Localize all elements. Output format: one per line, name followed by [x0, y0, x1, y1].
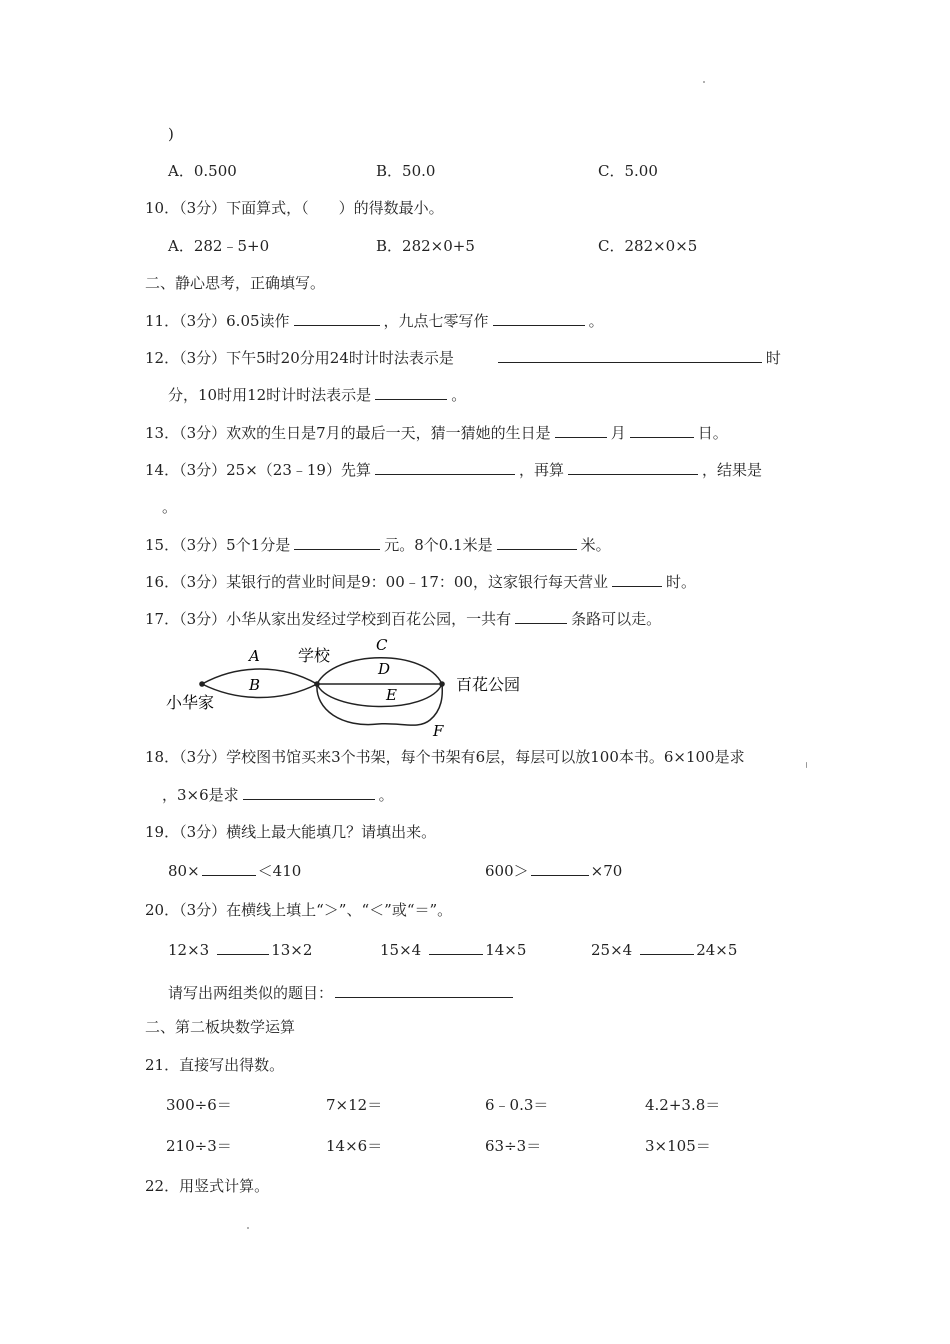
answer-blank[interactable] — [493, 311, 585, 326]
question-text: ，九点七零写作 — [383, 312, 489, 330]
q10-option-c: C．282×0×5 — [598, 237, 698, 255]
question-10 — [145, 198, 444, 218]
question-text: ，结果是 — [702, 461, 763, 479]
question-number: 11． — [145, 312, 180, 330]
q20-item-c — [591, 940, 737, 960]
home-point — [199, 681, 205, 687]
page-speck-bottom — [247, 1227, 249, 1229]
q19-item-b — [485, 861, 622, 881]
question-text: ，3×6是求 — [162, 786, 239, 804]
route-f-path — [317, 684, 442, 725]
question-18-cont — [162, 785, 394, 805]
answer-blank[interactable] — [294, 535, 380, 550]
expr-left: 600＞ — [485, 862, 529, 880]
question-20 — [145, 900, 452, 920]
answer-blank[interactable] — [217, 940, 269, 955]
answer-blank[interactable] — [568, 460, 698, 475]
question-text: 时。 — [665, 573, 696, 591]
question-22 — [145, 1176, 269, 1196]
q9-option-b: B．50.0 — [376, 162, 436, 180]
q9-tail: ) — [168, 125, 174, 143]
q21-item: 300÷6＝ — [166, 1096, 232, 1114]
label-home: 小华家 — [166, 693, 215, 712]
label-a: A — [249, 647, 260, 665]
question-14 — [145, 460, 762, 480]
answer-blank[interactable] — [555, 423, 607, 438]
question-score: （3分） — [179, 536, 227, 554]
question-16 — [145, 572, 696, 592]
question-text: 。 — [378, 786, 394, 804]
question-text: 下面算式，（ ）的得数最小。 — [226, 199, 444, 217]
question-text: 在横线上填上“＞”、“＜”或“＝”。 — [226, 901, 453, 919]
question-score: （3分） — [179, 461, 227, 479]
question-score: （3分） — [179, 199, 227, 217]
question-number: 18． — [145, 748, 180, 766]
question-12-cont — [168, 385, 466, 405]
answer-blank[interactable] — [531, 861, 589, 876]
question-text: 请写出两组类似的题目： — [168, 984, 334, 1002]
question-15 — [145, 535, 611, 555]
q21-item: 4.2+3.8＝ — [645, 1096, 721, 1114]
expr-right: ＜410 — [257, 862, 302, 880]
question-score: （3分） — [179, 823, 227, 841]
question-number: 12． — [145, 349, 180, 367]
question-13 — [145, 423, 728, 443]
question-number: 21． — [145, 1056, 180, 1074]
label-d: D — [378, 660, 391, 678]
question-text: 欢欢的生日是7月的最后一天，猜一猜她的生日是 — [226, 424, 551, 442]
expr-left: 25×4 — [591, 941, 633, 959]
question-text: 。 — [451, 386, 467, 404]
question-text: 下午5时20分用24时计时法表示是 — [226, 349, 454, 367]
q21-item: 63÷3＝ — [485, 1137, 542, 1155]
question-12 — [145, 348, 781, 368]
label-f: F — [433, 722, 444, 740]
answer-blank[interactable] — [375, 385, 447, 400]
q21-item: 7×12＝ — [326, 1096, 383, 1114]
label-park: 百花公园 — [456, 675, 521, 694]
expr-left: 15×4 — [380, 941, 422, 959]
answer-blank[interactable] — [294, 311, 380, 326]
route-diagram — [160, 632, 540, 744]
label-school: 学校 — [298, 646, 331, 665]
question-text: 时 — [765, 349, 781, 367]
answer-blank[interactable] — [497, 535, 577, 550]
question-text: 直接写出得数。 — [179, 1056, 285, 1074]
answer-blank[interactable] — [515, 609, 567, 624]
question-number: 19． — [145, 823, 180, 841]
question-text: 条路可以走。 — [571, 610, 662, 628]
school-point — [314, 681, 320, 687]
answer-blank[interactable] — [243, 785, 375, 800]
question-number: 10． — [145, 199, 180, 217]
question-21 — [145, 1055, 284, 1075]
question-text: 5个1分是 — [226, 536, 291, 554]
question-11 — [145, 311, 604, 331]
question-score: （3分） — [179, 901, 227, 919]
question-19 — [145, 822, 436, 842]
answer-blank[interactable] — [612, 572, 662, 587]
expr-left: 12×3 — [168, 941, 210, 959]
page-speck-top — [703, 81, 705, 83]
q21-item: 14×6＝ — [326, 1137, 383, 1155]
question-score: （3分） — [179, 349, 227, 367]
label-b: B — [249, 676, 261, 694]
question-text: ，再算 — [518, 461, 564, 479]
expr-right: 14×5 — [485, 941, 527, 959]
park-point — [439, 681, 445, 687]
question-score: （3分） — [179, 610, 227, 628]
question-number: 15． — [145, 536, 180, 554]
q10-option-a: A．282﹣5+0 — [168, 237, 270, 255]
q20-item-a — [168, 940, 312, 960]
question-text: 学校图书馆买来3个书架，每个书架有6层，每层可以放100本书。6×100是求 — [226, 748, 745, 766]
question-score: （3分） — [179, 424, 227, 442]
route-e-path — [317, 684, 442, 707]
question-number: 14． — [145, 461, 180, 479]
line-end-mark — [806, 762, 807, 768]
question-number: 20． — [145, 901, 180, 919]
expr-right: ×70 — [590, 862, 623, 880]
answer-blank[interactable] — [429, 940, 483, 955]
question-number: 17． — [145, 610, 180, 628]
question-text: 日。 — [697, 424, 728, 442]
q9-option-a: A．0.500 — [168, 162, 237, 180]
question-score: （3分） — [179, 748, 227, 766]
question-number: 16． — [145, 573, 180, 591]
expr-right: 24×5 — [696, 941, 738, 959]
q20-extra — [168, 983, 515, 1003]
answer-blank[interactable] — [202, 861, 256, 876]
answer-blank[interactable] — [640, 940, 694, 955]
expr-left: 80× — [168, 862, 200, 880]
question-text: 分，10时用12时计时法表示是 — [168, 386, 372, 404]
question-text: 用竖式计算。 — [179, 1177, 270, 1195]
expr-right: 13×2 — [271, 941, 313, 959]
question-18 — [145, 747, 745, 767]
q21-item: 3×105＝ — [645, 1137, 711, 1155]
answer-blank[interactable] — [498, 348, 762, 363]
section-heading-calc: 二、第二板块数学运算 — [145, 1018, 296, 1036]
question-text: 横线上最大能填几？请填出来。 — [226, 823, 437, 841]
answer-blank[interactable] — [630, 423, 694, 438]
question-text: 某银行的营业时间是9：00﹣17：00，这家银行每天营业 — [226, 573, 608, 591]
question-14-cont: 。 — [162, 498, 178, 516]
answer-blank[interactable] — [375, 460, 515, 475]
q21-item: 6﹣0.3＝ — [485, 1096, 549, 1114]
question-17 — [145, 609, 661, 629]
question-text: 元。8个0.1米是 — [384, 536, 493, 554]
question-score: （3分） — [179, 312, 227, 330]
q19-item-a — [168, 861, 301, 881]
question-text: 月 — [610, 424, 626, 442]
q21-item: 210÷3＝ — [166, 1137, 232, 1155]
question-text: 米。 — [580, 536, 611, 554]
label-e: E — [386, 686, 397, 704]
question-text: 25×（23﹣19）先算 — [226, 461, 371, 479]
label-c: C — [376, 636, 388, 654]
q9-option-c: C．5.00 — [598, 162, 658, 180]
q10-option-b: B．282×0+5 — [376, 237, 475, 255]
answer-blank[interactable] — [335, 983, 513, 998]
question-text: 小华从家出发经过学校到百花公园，一共有 — [226, 610, 512, 628]
question-score: （3分） — [179, 573, 227, 591]
question-number: 13． — [145, 424, 180, 442]
q20-item-b — [380, 940, 526, 960]
question-number: 22． — [145, 1177, 180, 1195]
section-heading-fill: 二、静心思考，正确填写。 — [145, 274, 326, 292]
question-text: 。 — [588, 312, 604, 330]
question-text: 6.05读作 — [226, 312, 290, 330]
